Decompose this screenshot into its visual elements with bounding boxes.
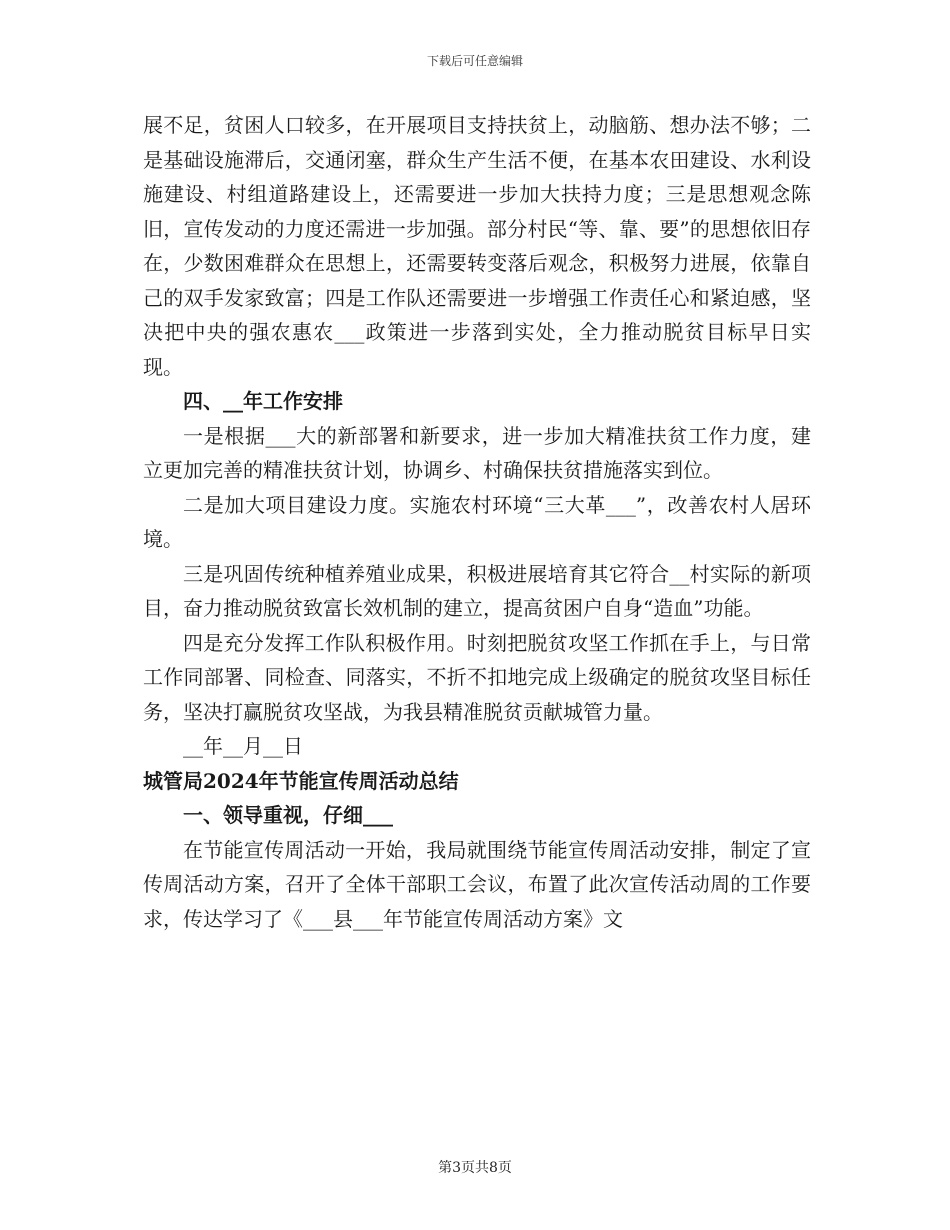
page-header-note: 下载后可任意编辑 [426, 54, 523, 68]
document-title: 城管局2024年节能宣传周活动总结 [143, 768, 459, 793]
paragraph-plan-1: 一是根据___大的新部署和新要求，进一步加大精准扶贫工作力度，建立更加完善的精准扶贫计划，协调乡、村确保扶贫措施落实到位。 [143, 423, 811, 482]
paragraph-energy-week: 在节能宣传周活动一开始，我局就围绕节能宣传周活动安排，制定了宣传周活动方案，召开了全体干部职工会议，布置了此次宣传活动周的工作要求，传达学习了《___县___年节能宣传周活动方案》文 [143, 837, 811, 931]
page-number: 第3页共8页 [438, 1160, 512, 1176]
section-heading-work-plan: 四、__年工作安排 [183, 389, 343, 413]
date-line: __年__月__日 [183, 734, 303, 758]
document-body [143, 108, 811, 936]
section-heading-leadership: 一、领导重视，仔细___ [183, 803, 393, 827]
paragraph-plan-3: 三是巩固传统种植养殖业成果，积极进展培育其它符合__村实际的新项目，奋力推动脱贫致富长效机制的建立，提高贫困户自身“造血”功能。 [143, 561, 811, 620]
paragraph-plan-4: 四是充分发挥工作队积极作用。时刻把脱贫攻坚工作抓在手上，与日常工作同部署、同检查、同落实，不折不扣地完成上级确定的脱贫攻坚目标任务，坚决打赢脱贫攻坚战，为我县精准脱贫贡献城管力量。 [143, 630, 811, 724]
paragraph-continued: 展不足，贫困人口较多，在开展项目支持扶贫上，动脑筋、想办法不够；二是基础设施滞后，交通闭塞，群众生产生活不便，在基本农田建设、水利设施建设、村组道路建设上，还需要进一步加大扶持力度；三是思想观念陈旧，宣传发动的力度还需进一步加强。部分村民“等、靠、要”的思想依旧存在，少数困难群众在思想上，还需要转变落后观念，积极努力进展，依靠自己的双手发家致富；四是工作队还需要进一步增强工作责任心和紧迫感，坚决把中央的强农惠农___政策进一步落到实处，全力推动脱贫目标早日实现。 [143, 113, 811, 379]
paragraph-plan-2: 二是加大项目建设力度。实施农村环境“三大革___”，改善农村人居环境。 [143, 492, 811, 551]
